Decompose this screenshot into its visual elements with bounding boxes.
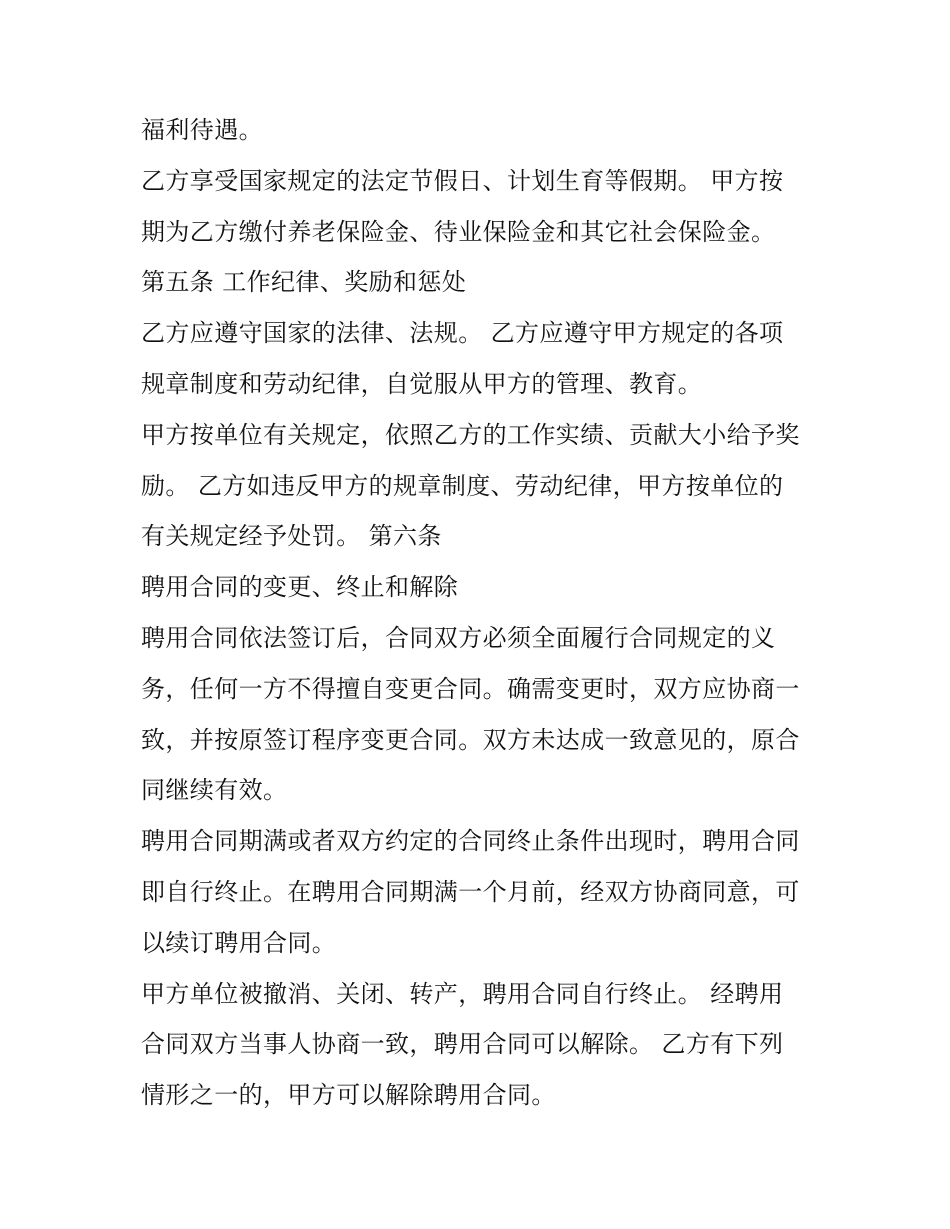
section-heading: 聘用合同的变更、终止和解除 bbox=[141, 573, 459, 602]
text-line: 聘用合同期满或者双方约定的合同终止条件出现时，聘用合同 bbox=[141, 827, 800, 856]
text-line: 致，并按原签订程序变更合同。双方未达成一致意见的，原合 bbox=[141, 725, 800, 754]
text-line: 甲方单位被撤消、关闭、转产，聘用合同自行终止。 经聘用 bbox=[141, 979, 784, 1008]
text-line: 甲方按单位有关规定，依照乙方的工作实绩、贡献大小给予奖 bbox=[141, 420, 800, 449]
text-line: 合同双方当事人协商一致，聘用合同可以解除。 乙方有下列 bbox=[141, 1030, 784, 1059]
text-line: 励。 乙方如违反甲方的规章制度、劳动纪律，甲方按单位的 bbox=[141, 471, 784, 500]
text-line: 乙方应遵守国家的法律、法规。 乙方应遵守甲方规定的各项 bbox=[141, 319, 784, 348]
text-line: 同继续有效。 bbox=[141, 776, 288, 805]
text-line: 聘用合同依法签订后，合同双方必须全面履行合同规定的义 bbox=[141, 623, 776, 652]
text-line: 期为乙方缴付养老保险金、待业保险金和其它社会保险金。 bbox=[141, 217, 776, 246]
text-line: 以续订聘用合同。 bbox=[141, 928, 337, 957]
text-line: 情形之一的，甲方可以解除聘用合同。 bbox=[141, 1081, 556, 1110]
text-line: 即自行终止。在聘用合同期满一个月前，经双方协商同意，可 bbox=[141, 877, 800, 906]
document-body bbox=[141, 105, 821, 1121]
text-line: 乙方享受国家规定的法定节假日、计划生育等假期。 甲方按 bbox=[141, 166, 784, 195]
text-line: 务，任何一方不得擅自变更合同。确需变更时，双方应协商一 bbox=[141, 674, 800, 703]
text-line: 有关规定经予处罚。 第六条 bbox=[141, 522, 442, 551]
text-line: 福利待遇。 bbox=[141, 116, 263, 144]
text-line: 规章制度和劳动纪律，自觉服从甲方的管理、教育。 bbox=[141, 369, 703, 398]
section-heading: 第五条 工作纪律、奖励和惩处 bbox=[141, 268, 467, 297]
